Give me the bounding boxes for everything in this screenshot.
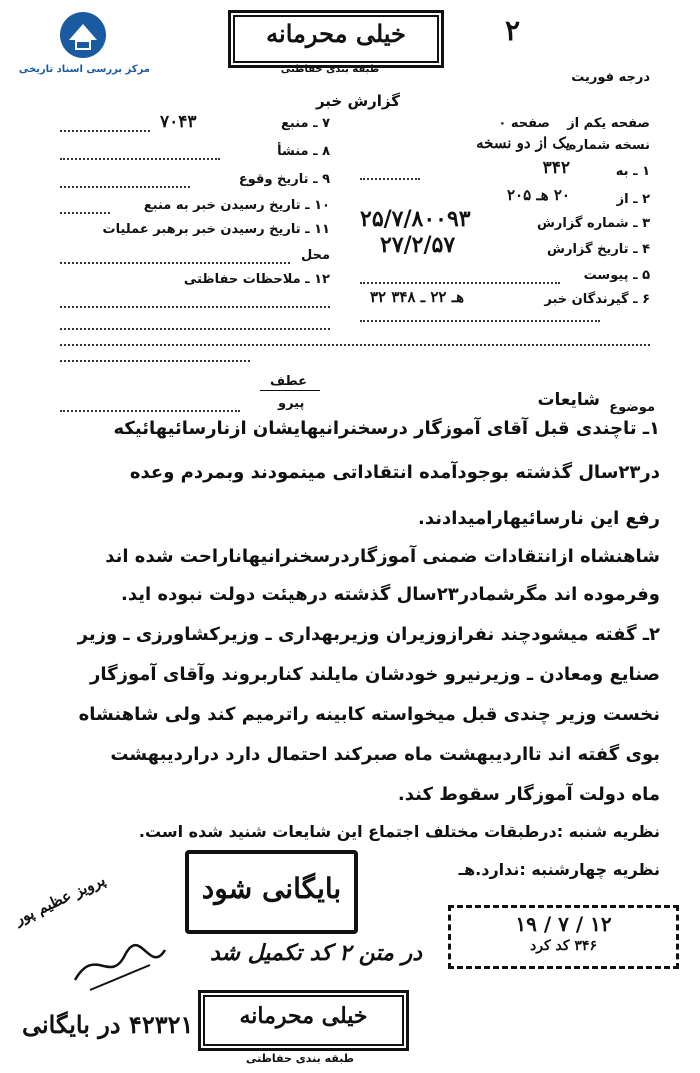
watermark-text: مرکز بررسی اسناد تاریخی: [18, 64, 150, 75]
signature-scribble-icon: [70, 935, 170, 995]
field-report-number-value: ۲۵/۷/۸۰۰۹۳: [360, 206, 471, 232]
field-security-notes: ۱۲ ـ ملاحظات حفاظتی: [183, 272, 330, 287]
body-line: وفرموده اند مگرشمادر۲۳سال گذشته درهیئت دولت نبوده اید.: [121, 584, 660, 605]
field-recipients: ۶ ـ گیرندگان خبر: [544, 292, 650, 307]
field-occurrence-date: ۹ ـ تاریخ وقوع: [238, 172, 330, 187]
field-page: صفحه یکم از: [567, 116, 650, 131]
field-source-value: ۷۰۴۳: [160, 112, 197, 132]
receipt-stamp: [448, 905, 679, 969]
field-ops-receipt-date: ۱۱ ـ تاریخ رسیدن خبر برهبر عملیات: [102, 222, 330, 237]
ref-atf-label: عطف: [270, 374, 308, 389]
body-line: ۱ـ تاچندی قبل آقای آموزگار درسخنرانیهایشان ازنارسائیهائیکه: [113, 418, 660, 439]
field-source: ۷ ـ منبع: [281, 116, 330, 131]
top-stamp-sub: طبقه بندی حفاظتی: [280, 64, 380, 75]
field-from-value: ۲۰ هـ ۲۰۵: [506, 186, 570, 204]
archive-watermark: [10, 10, 150, 80]
archive-stamp-text: بایگانی شود: [201, 872, 342, 905]
field-recipients-value: ۳۲ هـ ۲۲ ـ ۳۴۸: [370, 288, 465, 306]
body-line: شاهنشاه ازانتقادات ضمنی آموزگاردرسخنرانیهاناراحت شده اند: [105, 546, 660, 567]
field-attachment: ۵ ـ پیوست: [583, 268, 650, 283]
field-report-date-value: ۲۷/۲/۵۷: [380, 232, 456, 258]
opinion-saturday: نظریه شنبه :درطبقات مختلف اجتماع این شایعات شنید شده است.: [138, 822, 660, 841]
field-copy-number-value: یک از دو نسخه: [476, 134, 570, 152]
body-line: بوی گفته اند تااردیبهشت ماه صبرکند احتمال دارد دراردیبهشت: [110, 744, 660, 765]
body-line: ۲ـ گفته میشودچند نفرازوزیران وزیربهداری ـ وزیرکشاورزی ـ وزیر: [77, 624, 660, 645]
field-from: ۲ ـ از: [616, 192, 650, 207]
field-source-receipt-date: ۱۰ ـ تاریخ رسیدن خبر به منبع: [143, 198, 330, 213]
field-to-value: ۳۴۲: [542, 158, 570, 178]
corner-mark: ۲: [505, 14, 521, 47]
top-stamp-main: خیلی محرمانه: [266, 19, 406, 48]
subject-value: شایعات: [537, 390, 600, 410]
archive-number: ۴۲۳۲۱ در بایگانی: [22, 1010, 194, 1039]
bottom-stamp-main: خیلی محرمانه: [239, 1003, 368, 1029]
body-line: نخست وزیر چندی قبل میخواسته کابینه راترمیم کند ولی شاهنشاه: [78, 704, 660, 725]
field-origin: ۸ ـ منشأ: [277, 144, 330, 159]
form-title: گزارش خبر: [315, 92, 400, 110]
priority-label: درجه فوریت: [571, 70, 650, 85]
field-report-date: ۴ ـ تاریخ گزارش: [547, 242, 650, 257]
field-report-number: ۳ ـ شماره گزارش: [536, 216, 650, 231]
body-line: ماه دولت آموزگار سقوط کند.: [397, 784, 660, 805]
archive-stamp: [185, 850, 358, 934]
receipt-stamp-line1: ۱۹ / ۷ / ۱۲: [515, 912, 612, 936]
subject-label: موضوع: [609, 400, 655, 415]
body-line: رفع این نارسائیهارامیدادند.: [417, 508, 660, 529]
archive-logo-icon: [55, 10, 111, 60]
field-to: ۱ ـ به: [615, 164, 650, 179]
header-divider: [60, 344, 650, 346]
receipt-stamp-line2: ۳۴۶ کد کرد: [530, 938, 597, 954]
handwritten-note: در متن ۲ کد تکمیل شد: [210, 940, 423, 966]
top-classification-stamp: [228, 10, 444, 68]
signature-name: پرویز عظیم پور: [12, 870, 109, 929]
bottom-classification-stamp: [198, 990, 409, 1051]
bottom-stamp-sub: طبقه بندی حفاظتی: [245, 1052, 355, 1065]
body-line: صنایع ومعادن ـ وزیرنیرو خودشان مایلند کناربروند وآقای آموزگار: [90, 664, 660, 685]
field-page-value: صفحه ۰: [498, 116, 550, 131]
opinion-wednesday: نظریه چهارشنبه :ندارد.هـ: [458, 860, 660, 879]
field-copy-number: نسخه شماره: [568, 138, 650, 153]
header-divider-2: [60, 360, 250, 362]
body-line: در۲۳سال گذشته بوجودآمده انتقاداتی مینمودند وبمردم وعده: [129, 462, 660, 483]
field-location: محل: [300, 248, 330, 263]
ref-pirow-label: پیرو: [278, 396, 305, 411]
